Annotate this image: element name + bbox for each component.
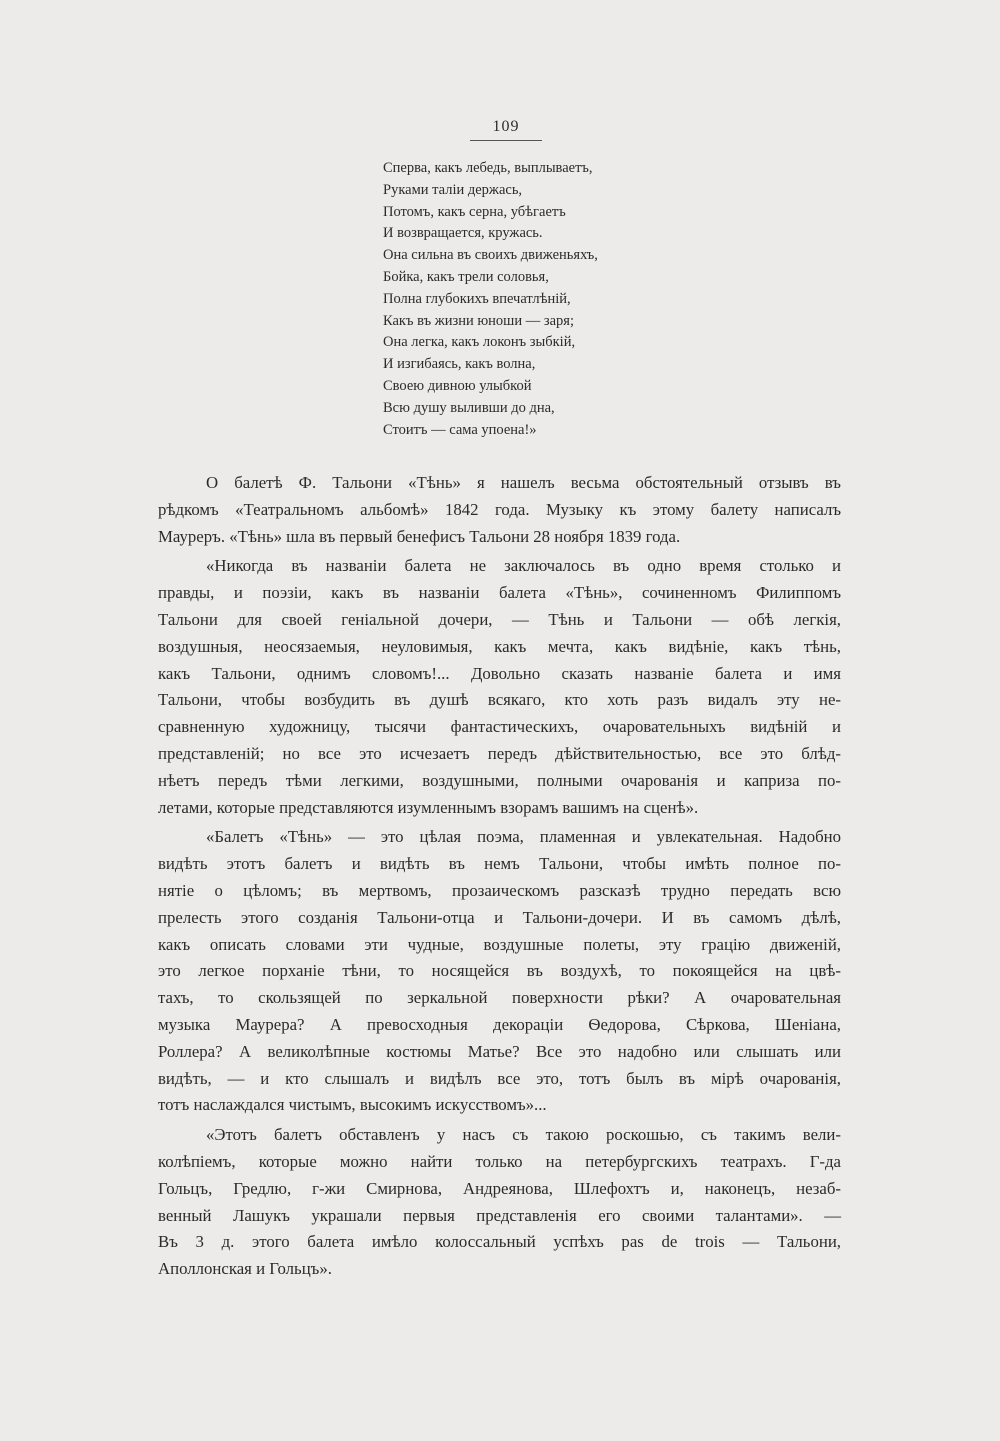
text-line: это легкое порханіе тѣни, то носящейся въ воздухѣ, то покоящейся на цвѣ- <box>158 961 841 981</box>
text-line: музыка Маурера? А превосходныя декораціи Ѳедорова, Сѣркова, Шеніана, <box>158 1014 841 1034</box>
poem-line: Стоитъ — сама упоена!» <box>383 421 537 438</box>
poem-line: Бойка, какъ трели соловья, <box>383 268 549 285</box>
page-number: 109 <box>492 118 520 135</box>
paragraph <box>158 1122 841 1283</box>
poem-line: Руками таліи держась, <box>383 181 523 198</box>
prose-block <box>158 470 841 1286</box>
text-line: рѣдкомъ «Театральномъ альбомѣ» 1842 года. Музыку къ этому балету написалъ <box>158 499 841 519</box>
poem-line: Своею дивною улыбкой <box>383 377 532 394</box>
poem-line: Она легка, какъ локонъ зыбкій, <box>383 334 576 351</box>
text-line: О балетѣ Ф. Тальони «Тѣнь» я нашелъ весьма обстоятельный отзывъ въ <box>206 473 841 492</box>
poem-line: И возвращается, кружась. <box>383 225 543 242</box>
text-line: тахъ, то скользящей по зеркальной поверхности рѣки? А очаровательная <box>158 988 841 1008</box>
text-line: Роллера? А великолѣпные костюмы Матье? Все это надобно или слышать или <box>158 1041 841 1061</box>
text-line: Маурeръ. «Тѣнь» шла въ первый бенефисъ Тальони 28 ноября 1839 года. <box>158 526 681 546</box>
poem-line: Сперва, какъ лебедь, выплываетъ, <box>383 160 593 176</box>
text-line: венный Лашукъ украшали первыя представленія его своими талантами». — <box>158 1205 841 1225</box>
text-line: какъ Тальони, однимъ словомъ!... Довольно сказать названіе балета и имя <box>158 663 841 683</box>
page-number-rule <box>470 140 542 141</box>
text-line: Тальони, чтобы возбудить въ душѣ всякаго, кто хоть разъ видалъ эту не- <box>158 690 841 710</box>
text-line: представленій; но все это исчезаетъ передъ дѣйствительностью, все это блѣд- <box>158 743 841 763</box>
text-line: нятіе о цѣломъ; въ мертвомъ, прозаическомъ разсказѣ трудно передать всю <box>158 880 841 900</box>
poem-line: Потомъ, какъ серна, убѣгаетъ <box>383 203 566 220</box>
poem-line: Какъ въ жизни юноши — заря; <box>383 312 574 329</box>
text-line: нѣетъ передъ тѣми легкими, воздушными, полными очарованія и каприза по- <box>158 770 841 790</box>
text-line: летами, которые представляются изумленнымъ взорамъ вашимъ на сценѣ». <box>158 797 699 817</box>
text-line: правды, и поэзіи, какъ въ названіи балета «Тѣнь», сочиненномъ Филиппомъ <box>158 583 841 603</box>
text-line: Тальони для своей геніальной дочери, — Тѣнь и Тальони — обѣ легкія, <box>158 609 841 629</box>
poem-line: Всю душу выливши до дна, <box>383 399 555 416</box>
text-line: «Балетъ «Тѣнь» — это цѣлая поэма, пламенная и увлекательная. Надобно <box>206 827 841 847</box>
poem-line: И изгибаясь, какъ волна, <box>383 356 536 373</box>
text-line: «Этотъ балетъ обставленъ у насъ съ такою роскошью, съ такимъ вели- <box>206 1125 841 1145</box>
text-line: сравненную художницу, тысячи фантастическихъ, очаровательныхъ видѣній и <box>158 717 841 737</box>
text-line: тотъ наслаждался чистымъ, высокимъ искусствомъ»... <box>158 1095 547 1115</box>
text-line: какъ описать словами эти чудные, воздушные полеты, эту грацію движеній, <box>158 934 841 954</box>
text-line: видѣть этотъ балетъ и видѣть въ немъ Тальони, чтобы имѣть полное по- <box>158 854 841 874</box>
text-line: видѣть, — и кто слышалъ и видѣлъ все это, тотъ былъ въ мірѣ очарованія, <box>158 1068 841 1088</box>
paragraph <box>158 470 841 550</box>
paragraph <box>158 824 841 1119</box>
poem-block <box>383 158 703 441</box>
text-line: колѣпіемъ, которые можно найти только на петербургскихъ театрахъ. Г-да <box>158 1151 841 1171</box>
text-line: воздушныя, неосязаемыя, неуловимыя, какъ мечта, какъ видѣніе, какъ тѣнь, <box>158 636 841 656</box>
poem-line: Она сильна въ своихъ движеньяхъ, <box>383 247 598 264</box>
text-line: Въ 3 д. этого балета имѣло колоссальный успѣхъ pas de trois — Тальони, <box>158 1232 841 1252</box>
text-line: Аполлонская и Гольцъ». <box>158 1259 332 1279</box>
paragraph <box>158 553 841 821</box>
text-line: Гольцъ, Гредлю, г-жи Смирнова, Андреянова, Шлефохтъ и, наконецъ, незаб- <box>158 1178 841 1198</box>
text-line: прелесть этого созданія Тальони-отца и Тальони-дочери. И въ самомъ дѣлѣ, <box>158 907 841 927</box>
text-line: «Никогда въ названіи балета не заключалось въ одно время столько и <box>206 556 841 576</box>
poem-line: Полна глубокихъ впечатлѣній, <box>383 290 571 307</box>
